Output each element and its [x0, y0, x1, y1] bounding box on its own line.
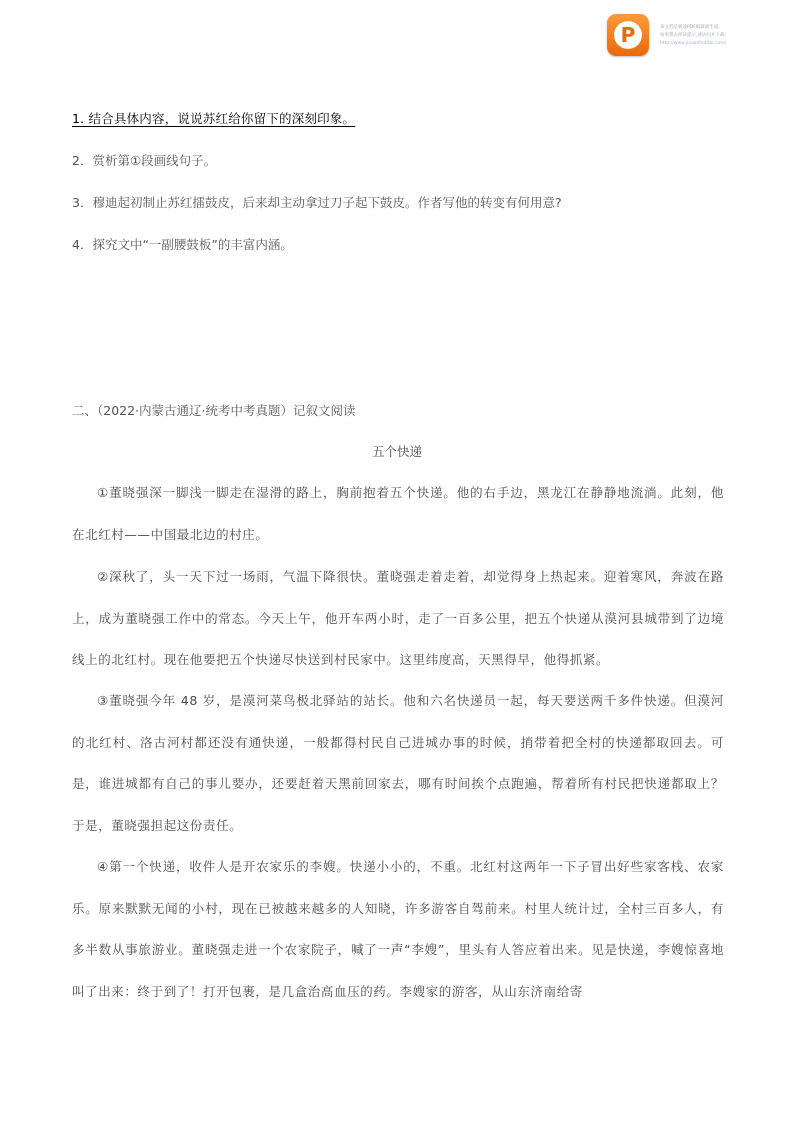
watermark-notice-line1: 该文档是极速PDF编辑器生成, [660, 25, 720, 30]
logo-letter: P [614, 21, 642, 49]
article-paragraph-4: ④第一个快递，收件人是开农家乐的李嫂。快递小小的，不重。北红村这两年一下子冒出好些家客栈、农家乐。原来默默无闻的小村，现在已被越来越多的人知晓，许多游客自驾前来。村里人统计过，全村三百多人，有多半数从事旅游业。董晓强走进一个农家院子，喊了一声“李嫂”，里头有人答应着出来。见是快递，李嫂惊喜地叫了出来：终于到了！打开包裹，是几盒治高血压的药。李嫂家的游客，从山东济南给寄 [72, 859, 724, 999]
article-title: 五个快递 [371, 444, 422, 459]
question-4: 4．探究文中“一副腰鼓板”的丰富内涵。 [72, 237, 293, 252]
section-heading: 二、（2022·内蒙古通辽·统考中考真题）记叙文阅读 [72, 403, 356, 418]
article-paragraph-3: ③董晓强今年 48 岁，是漠河菜鸟极北驿站的站长。他和六名快递员一起，每天要送两千多件快递。但漠河的北红村、洛古河村都还没有通快递，一般都得村民自己进城办事的时候，捎带着把全村的快递都取回去。可是，谁进城都有自己的事儿要办，还要赶着天黑前回家去，哪有时间挨个点跑遍，帮着所有村民把快递都取上？于是，董晓强担起这份责任。 [72, 693, 724, 833]
watermark-notice-line2: 如果想去掉该提示,请访问并下载: [660, 32, 726, 38]
watermark-notice [660, 24, 790, 47]
question-3: 3．穆迪起初制止苏红擂鼓皮，后来却主动拿过刀子起下鼓皮。作者写他的转变有何用意? [72, 195, 562, 210]
watermark-notice-url[interactable]: http://www.jisupdfeditor.com/ [660, 40, 727, 46]
pdf-editor-logo-icon [607, 14, 649, 56]
question-2: 2．赏析第①段画线句子。 [72, 153, 217, 168]
article-paragraph-2: ②深秋了，头一天下过一场雨，气温下降很快。董晓强走着走着，却觉得身上热起来。迎着寒风，奔波在路上，成为董晓强工作中的常态。今天上午，他开车两小时，走了一百多公里，把五个快递从漠河县城带到了边境线上的北红村。现在他要把五个快递尽快送到村民家中。这里纬度高，天黑得早，他得抓紧。 [72, 569, 724, 667]
question-1: 1. 结合具体内容，说说苏红给你留下的深刻印象。 [72, 111, 356, 126]
article-paragraph-1: ①董晓强深一脚浅一脚走在湿滑的路上，胸前抱着五个快递。他的右手边，黑龙江在静静地流淌。此刻，他在北红村——中国最北边的村庄。 [72, 485, 724, 542]
